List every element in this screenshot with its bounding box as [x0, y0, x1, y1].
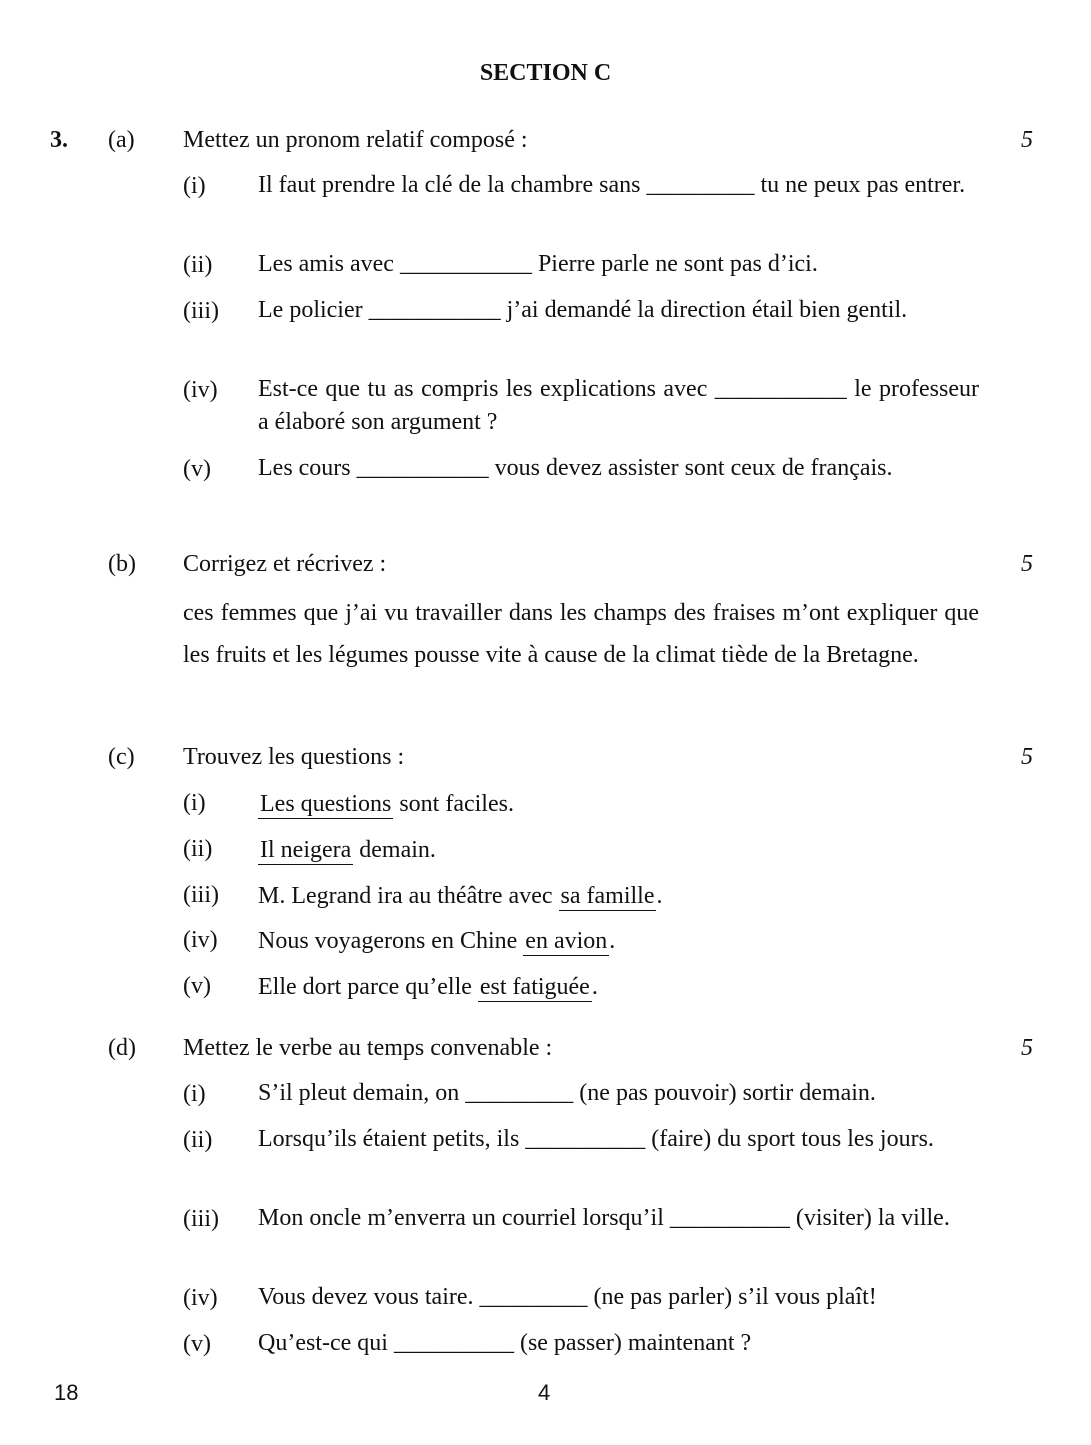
part-c-item-3-underlined: sa famille: [560, 883, 655, 909]
part-a-marks: 5: [1021, 127, 1033, 153]
part-d-item-2-number: (ii): [183, 1127, 213, 1153]
part-a-item-1-text: Il faut prendre la clé de la chambre sans _________ tu ne peux pas entrer.: [258, 172, 966, 198]
part-c-item-3-after: .: [656, 883, 663, 909]
part-b-marks: 5: [1021, 551, 1033, 577]
part-c-item-4-number: (iv): [183, 927, 218, 953]
part-a-item-2-text: Les amis avec ___________ Pierre parle ne sont pas d’ici.: [258, 251, 818, 277]
part-c-item-4-underlined: en avion: [525, 928, 608, 954]
part-c-item-2-underlined: Il neigera: [260, 837, 352, 863]
part-c-item-5-after: .: [591, 974, 598, 1000]
part-c-item-1-after: sont faciles.: [393, 791, 514, 817]
part-c-item-3-before: M. Legrand ira au théâtre avec: [258, 883, 559, 909]
part-a-item-5-text: Les cours ___________ vous devez assister sont ceux de français.: [258, 455, 893, 481]
part-c-item-1-text: [258, 790, 514, 819]
section-title: SECTION C: [479, 60, 612, 86]
part-a-item-2-number: (ii): [183, 252, 213, 278]
part-c-label: (c): [108, 744, 135, 770]
part-c-item-4-after: .: [609, 928, 616, 954]
part-d-item-3-text: Mon oncle m’enverra un courriel lorsqu’il __________ (visiter) la ville.: [258, 1205, 950, 1231]
part-c-item-5-text: [258, 973, 598, 1002]
part-a-item-4-number: (iv): [183, 377, 218, 403]
part-c-marks: 5: [1021, 744, 1033, 770]
part-c-item-5-number: (v): [183, 973, 211, 999]
part-c-item-2-text: [258, 836, 436, 865]
part-a-item-4-text: Est-ce que tu as compris les explications avec ___________ le professeur a élaboré son argument ?: [258, 376, 979, 435]
question-number: 3.: [50, 127, 68, 153]
part-c-item-4-before: Nous voyagerons en Chine: [258, 928, 524, 954]
page-number: 4: [538, 1380, 551, 1405]
part-c-item-1-number: (i): [183, 790, 206, 816]
part-d-item-1-text: S’il pleut demain, on _________ (ne pas pouvoir) sortir demain.: [258, 1080, 876, 1106]
part-d-marks: 5: [1021, 1035, 1033, 1061]
part-a-item-5-number: (v): [183, 456, 211, 482]
part-d-item-5-text: Qu’est-ce qui __________ (se passer) maintenant ?: [258, 1330, 752, 1356]
part-a-item-3-number: (iii): [183, 298, 219, 324]
part-d-item-5-number: (v): [183, 1331, 211, 1357]
part-c-item-2-number: (ii): [183, 836, 213, 862]
part-c-item-3-number: (iii): [183, 882, 219, 908]
part-d-label: (d): [108, 1035, 136, 1061]
paper-code: 18: [54, 1380, 79, 1405]
part-d-item-4-text: Vous devez vous taire. _________ (ne pas parler) s’il vous plaît!: [258, 1284, 877, 1310]
part-b-prompt: Corrigez et récrivez :: [183, 551, 387, 577]
part-c-item-1-underlined: Les questions: [260, 791, 392, 817]
part-c-item-3-text: [258, 882, 662, 911]
part-a-prompt: Mettez un pronom relatif composé :: [183, 127, 528, 153]
part-d-item-3-number: (iii): [183, 1206, 219, 1232]
part-c-item-5-before: Elle dort parce qu’elle: [258, 974, 478, 1000]
part-c-prompt: Trouvez les questions :: [183, 744, 405, 770]
part-a-item-3-text: Le policier ___________ j’ai demandé la direction étail bien gentil.: [258, 297, 908, 323]
part-c-item-2-after: demain.: [353, 837, 436, 863]
part-a-label: (a): [108, 127, 135, 153]
part-c-item-5-underlined: est fatiguée: [479, 974, 590, 1000]
part-d-item-2-text: Lorsqu’ils étaient petits, ils __________ (faire) du sport tous les jours.: [258, 1126, 934, 1152]
part-d-item-4-number: (iv): [183, 1285, 218, 1311]
part-d-item-1-number: (i): [183, 1081, 206, 1107]
part-d-prompt: Mettez le verbe au temps convenable :: [183, 1035, 553, 1061]
part-c-item-4-text: [258, 927, 615, 956]
part-b-label: (b): [108, 551, 136, 577]
part-b-paragraph: ces femmes que j’ai vu travailler dans les champs des fraises m’ont expliquer que les fruits et les légumes pousse vite à cause de la climat tiède de la Bretagne.: [183, 600, 979, 668]
part-a-item-1-number: (i): [183, 173, 206, 199]
